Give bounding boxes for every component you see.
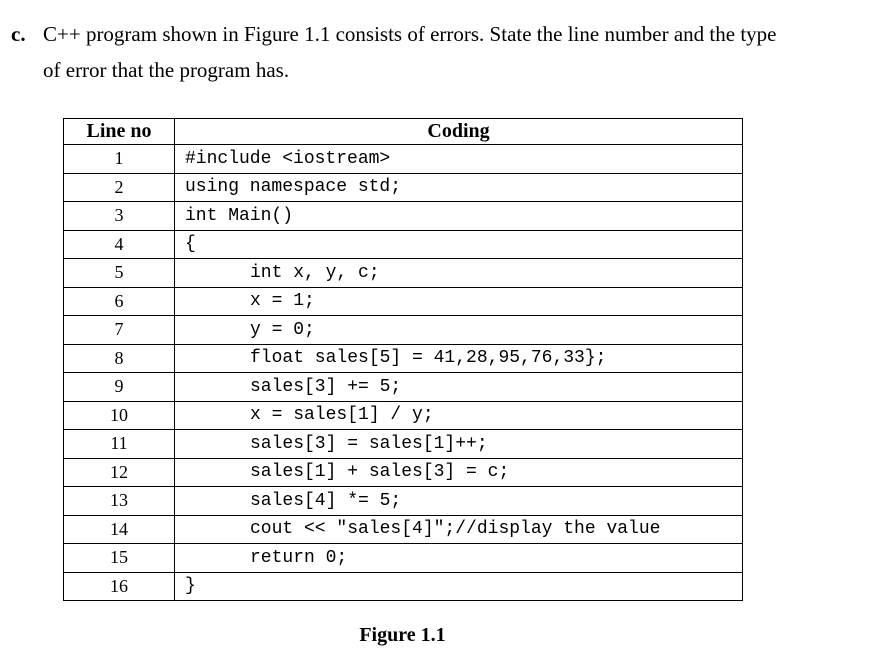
code-table [63,118,743,601]
question-line-1 [11,16,871,52]
code-cell: float sales[5] = 41,28,95,76,33}; [175,344,743,373]
table-row [64,259,743,288]
line-number-cell: 16 [64,572,175,601]
code-cell: x = 1; [175,287,743,316]
line-number-cell: 6 [64,287,175,316]
line-number-cell: 8 [64,344,175,373]
code-cell: cout << "sales[4]";//display the value [175,515,743,544]
code-cell: sales[4] *= 5; [175,487,743,516]
table-row [64,544,743,573]
table-row [64,401,743,430]
table-row [64,373,743,402]
line-number-cell: 15 [64,544,175,573]
question-marker: c. [11,22,26,46]
table-row [64,173,743,202]
line-number-cell: 12 [64,458,175,487]
table-row [64,230,743,259]
table-row [64,145,743,174]
table-row [64,487,743,516]
table-row [64,202,743,231]
code-cell: y = 0; [175,316,743,345]
table-row [64,458,743,487]
code-cell: { [175,230,743,259]
table-row [64,316,743,345]
question-text [11,16,871,88]
code-cell: } [175,572,743,601]
line-number-cell: 2 [64,173,175,202]
line-number-cell: 5 [64,259,175,288]
header-coding: Coding [175,119,743,145]
table-row [64,287,743,316]
table-row [64,515,743,544]
line-number-cell: 4 [64,230,175,259]
code-cell: x = sales[1] / y; [175,401,743,430]
code-cell: int x, y, c; [175,259,743,288]
code-cell: sales[1] + sales[3] = c; [175,458,743,487]
code-rows [64,145,743,601]
table-row [64,430,743,459]
code-cell: return 0; [175,544,743,573]
line-number-cell: 3 [64,202,175,231]
line-number-cell: 10 [64,401,175,430]
line-number-cell: 7 [64,316,175,345]
line-number-cell: 11 [64,430,175,459]
code-cell: using namespace std; [175,173,743,202]
code-cell: #include <iostream> [175,145,743,174]
line-number-cell: 9 [64,373,175,402]
line-number-cell: 13 [64,487,175,516]
code-cell: int Main() [175,202,743,231]
code-cell: sales[3] = sales[1]++; [175,430,743,459]
header-line-no: Line no [64,119,175,145]
question-line-2: of error that the program has. [43,58,290,82]
table-row [64,572,743,601]
figure-caption: Figure 1.1 [359,624,446,646]
question-line-1-text: C++ program shown in Figure 1.1 consists of errors. State the line number and the type [43,22,777,46]
code-cell: sales[3] += 5; [175,373,743,402]
line-number-cell: 1 [64,145,175,174]
table-row [64,344,743,373]
table-header-row [64,119,743,145]
line-number-cell: 14 [64,515,175,544]
